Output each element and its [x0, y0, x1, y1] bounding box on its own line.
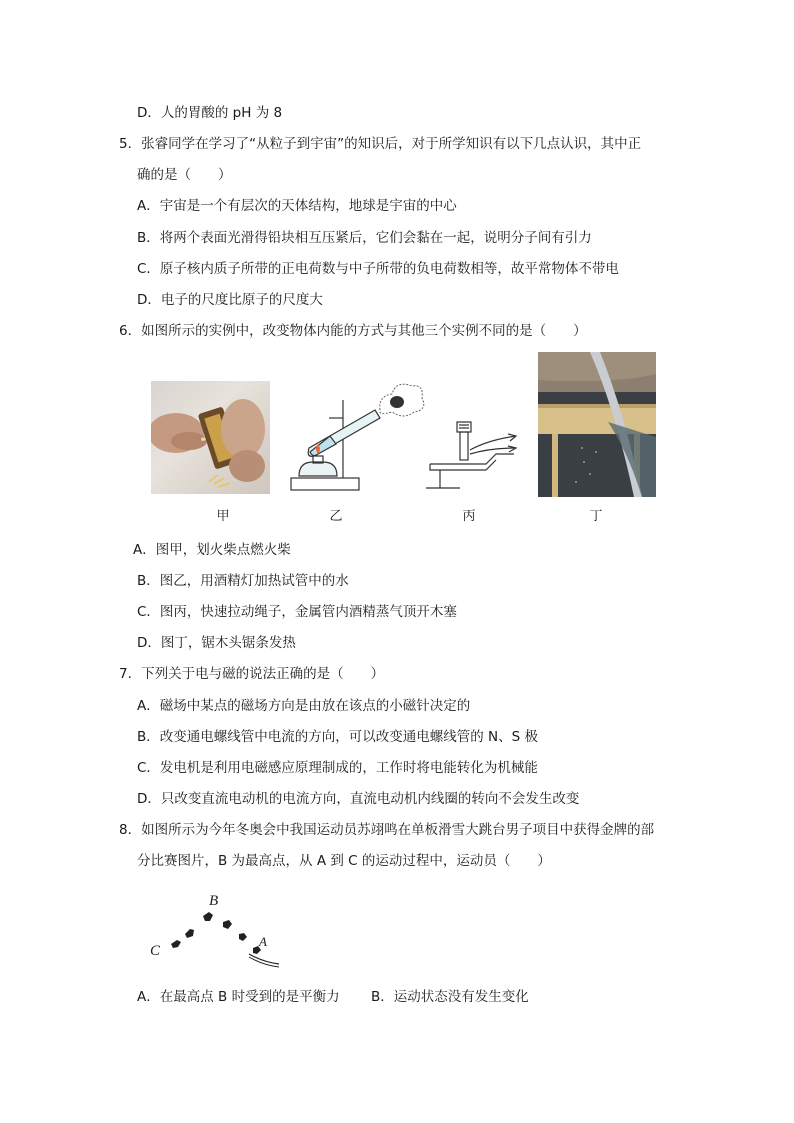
- figure-snowboard-trajectory: [145, 888, 285, 970]
- caption-bing: 丙: [462, 509, 476, 524]
- q8-option-b: B．运动状态没有发生变化: [371, 989, 529, 1005]
- caption-yi: 乙: [329, 509, 343, 524]
- q7-option-a: A．磁场中某点的磁场方向是由放在该点的小磁针决定的: [137, 698, 471, 714]
- caption-jia: 甲: [216, 509, 230, 524]
- q7-option-c: C．发电机是利用电磁感应原理制成的，工作时将电能转化为机械能: [137, 760, 538, 776]
- point-b-label: B: [209, 893, 219, 909]
- caption-ding: 丁: [589, 509, 603, 524]
- q7-option-b: B．改变通电螺线管中电流的方向，可以改变通电螺线管的 N、S 极: [137, 729, 539, 745]
- figure-ding-saw-photo: [538, 352, 656, 497]
- q6-option-d: D．图丁，锯木头锯条发热: [137, 635, 296, 651]
- q8-stem-line1: 8．如图所示为今年冬奥会中我国运动员苏翊鸣在单板滑雪大跳台男子项目中获得金牌的部: [119, 822, 655, 838]
- q7-stem: 7．下列关于电与磁的说法正确的是（ ）: [119, 666, 385, 682]
- q5-stem-line1: 5．张睿同学在学习了“从粒子到宇宙”的知识后，对于所学知识有以下几点认识，其中正: [119, 136, 642, 152]
- q6-option-b: B．图乙，用酒精灯加热试管中的水: [137, 573, 349, 589]
- point-c-label: C: [150, 943, 161, 959]
- q5-option-d: D．电子的尺度比原子的尺度大: [137, 292, 323, 308]
- q5-option-a: A．宇宙是一个有层次的天体结构，地球是宇宙的中心: [137, 198, 457, 214]
- q5-option-c: C．原子核内质子所带的正电荷数与中子所带的负电荷数相等，故平常物体不带电: [137, 261, 619, 277]
- q8-option-a: A．在最高点 B 时受到的是平衡力: [137, 989, 340, 1005]
- figure-bing-metal-tube-diagram: [420, 420, 530, 496]
- q6-option-a: A．图甲，划火柴点燃火柴: [133, 542, 291, 558]
- q6-option-c: C．图丙，快速拉动绳子，金属管内酒精蒸气顶开木塞: [137, 604, 457, 620]
- q4-option-d: D．人的胃酸的 pH 为 8: [137, 105, 283, 121]
- point-a-label: A: [259, 934, 267, 949]
- q5-stem-line2: 确的是（ ）: [137, 167, 232, 183]
- q6-stem: 6．如图所示的实例中，改变物体内能的方式与其他三个实例不同的是（ ）: [119, 323, 587, 339]
- figure-yi-test-tube-diagram: [285, 378, 425, 498]
- q5-option-b: B．将两个表面光滑得铅块相互压紧后，它们会黏在一起，说明分子间有引力: [137, 230, 592, 246]
- q7-option-d: D．只改变直流电动机的电流方向，直流电动机内线圈的转向不会发生改变: [137, 791, 580, 807]
- figure-jia-match-photo: [151, 381, 270, 494]
- q8-stem-line2: 分比赛图片，B 为最高点，从 A 到 C 的运动过程中，运动员（ ）: [137, 853, 551, 869]
